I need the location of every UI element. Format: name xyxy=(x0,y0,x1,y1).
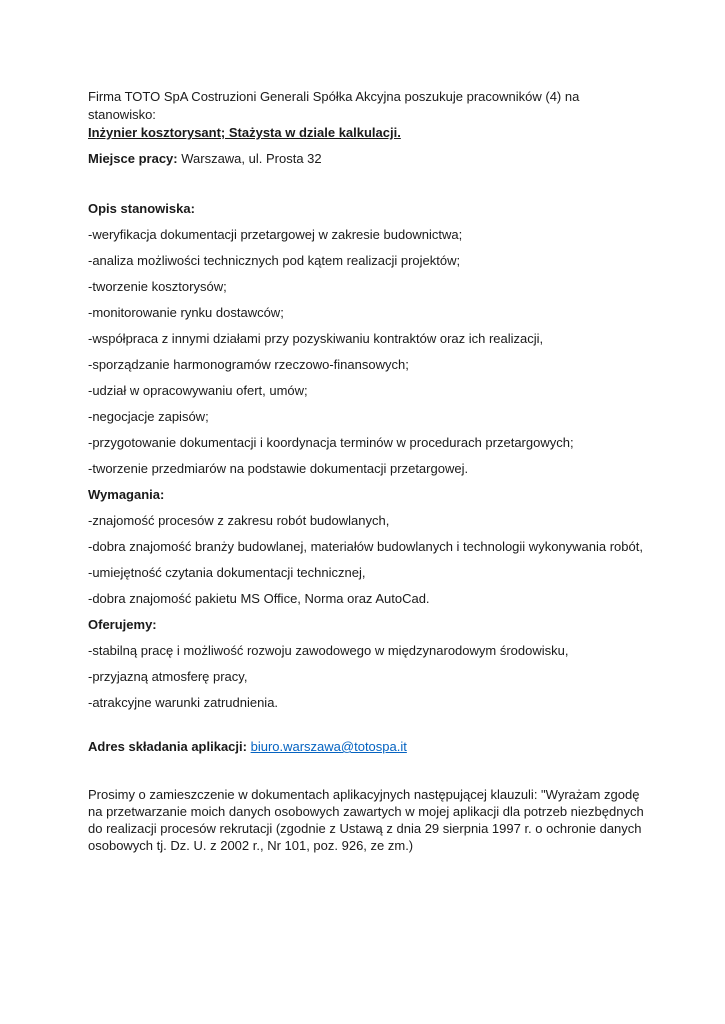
workplace-value: Warszawa, ul. Prosta 32 xyxy=(177,151,322,166)
consent-clause: Prosimy o zamieszczenie w dokumentach aplikacyjnych następującej klauzuli: "Wyrażam zgodę na przetwarzanie moich danych osobowych zawartych w mojej aplikacji dla potrzeb niezbędnych do realizacji procesów rekrutacji (zgodnie z Ustawą z dnia 29 sierpnia 1997 r. o ochronie danych osobowych tj. Dz. U. z 2002 r., Nr 101, poz. 926, ze zm.) xyxy=(88,787,644,853)
offer-item: -stabilną pracę i możliwość rozwoju zawodowego w międzynarodowym środowisku, xyxy=(88,643,569,658)
description-item: -negocjacje zapisów; xyxy=(88,409,209,424)
intro-text: Firma TOTO SpA Costruzioni Generali Spółka Akcyjna poszukuje pracowników (4) na stanowisko: xyxy=(88,89,580,122)
intro xyxy=(88,88,648,142)
position-title: Inżynier kosztorysant; Stażysta w dziale kalkulacji. xyxy=(88,125,401,140)
requirements-heading: Wymagania: xyxy=(88,487,165,502)
offer-item: -przyjazną atmosferę pracy, xyxy=(88,669,248,684)
requirement-item: -dobra znajomość branży budowlanej, materiałów budowlanych i technologii wykonywania robót, xyxy=(88,539,643,554)
description-item: -analiza możliwości technicznych pod kątem realizacji projektów; xyxy=(88,253,461,268)
description-item: -współpraca z innymi działami przy pozyskiwaniu kontraktów oraz ich realizacji, xyxy=(88,331,544,346)
workplace-label: Miejsce pracy: xyxy=(88,151,178,166)
offer-item: -atrakcyjne warunki zatrudnienia. xyxy=(88,695,279,710)
description-item: -monitorowanie rynku dostawców; xyxy=(88,305,284,320)
application-address-label: Adres składania aplikacji: xyxy=(88,739,247,754)
application-address-line xyxy=(88,738,648,756)
description-item: -sporządzanie harmonogramów rzeczowo-finansowych; xyxy=(88,357,409,372)
description-item: -weryfikacja dokumentacji przetargowej w zakresie budownictwa; xyxy=(88,227,463,242)
description-item: -tworzenie kosztorysów; xyxy=(88,279,227,294)
requirement-item: -umiejętność czytania dokumentacji technicznej, xyxy=(88,565,366,580)
description-item: -przygotowanie dokumentacji i koordynacja terminów w procedurach przetargowych; xyxy=(88,435,574,450)
offer-heading: Oferujemy: xyxy=(88,617,157,632)
workplace-line xyxy=(88,150,648,168)
job-posting xyxy=(88,88,648,756)
application-email-link[interactable]: biuro.warszawa@totospa.it xyxy=(250,739,407,754)
description-heading: Opis stanowiska: xyxy=(88,201,195,216)
requirement-item: -znajomość procesów z zakresu robót budowlanych, xyxy=(88,513,390,528)
description-item: -tworzenie przedmiarów na podstawie dokumentacji przetargowej. xyxy=(88,461,469,476)
description-item: -udział w opracowywaniu ofert, umów; xyxy=(88,383,308,398)
requirement-item: -dobra znajomość pakietu MS Office, Norma oraz AutoCad. xyxy=(88,591,430,606)
